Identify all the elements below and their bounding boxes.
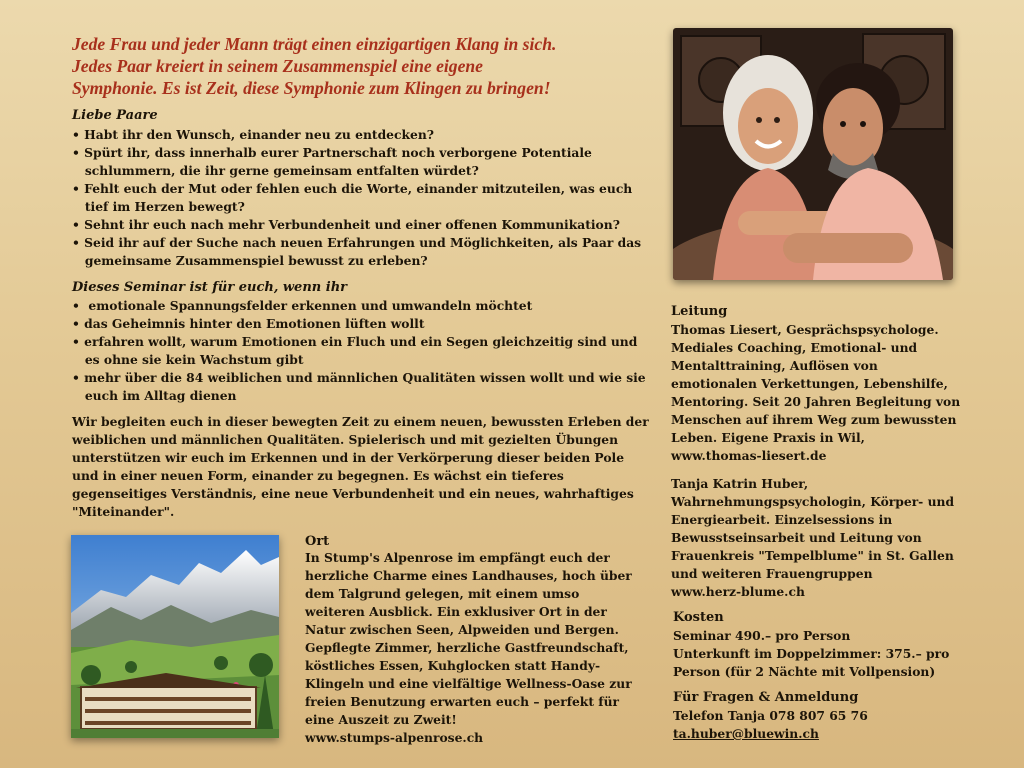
price-line: Unterkunft im Doppelzimmer: 375.– pro — [673, 646, 950, 661]
intro-line: Jede Frau und jeder Mann trägt einen einzigartigen Klang in sich. — [72, 34, 557, 54]
list-item: euch im Alltag dienen — [72, 388, 237, 403]
list-item: gemeinsame Zusammenspiel bewusst zu erleben? — [72, 253, 428, 268]
description-line: weiblichen und männlichen Qualitäten. Spielerisch und mit gezielten Übungen — [72, 432, 619, 447]
seminar-heading: Dieses Seminar ist für euch, wenn ihr — [72, 280, 347, 295]
bio-line: Energiearbeit. Einzelsessions in — [671, 512, 893, 527]
seminar-list — [72, 297, 646, 405]
kosten-heading: Kosten — [673, 610, 724, 625]
ort-line: eine Auszeit zu Zweit! — [305, 712, 457, 727]
bio-line: Thomas Liesert, Gesprächspsychologe. — [671, 322, 939, 337]
kosten-text — [673, 627, 949, 681]
ort-line: dem Talgrund gelegen, mit einem umso — [305, 586, 580, 601]
ort-line: In Stump's Alpenrose im empfängt euch der — [305, 550, 610, 565]
thomas-link[interactable]: www.thomas-liesert.de — [671, 448, 827, 463]
tanja-bio — [671, 475, 954, 601]
contact-phone[interactable]: Telefon Tanja 078 807 65 76 — [673, 708, 868, 723]
ort-text — [305, 549, 632, 747]
alpenrose-photo — [71, 535, 279, 738]
price-line: Person (für 2 Nächte mit Vollpension) — [673, 664, 936, 679]
bio-line: Mentalttraining, Auflösen von — [671, 358, 878, 373]
description-line: Wir begleiten euch in dieser bewegten Zeit zu einem neuen, bewussten Erleben der — [72, 414, 649, 429]
ort-line: Klingeln und eine vielfältige Wellness-Oase zur — [305, 676, 632, 691]
description-line: "Miteinander". — [72, 504, 175, 519]
list-item: schlummern, die ihr gerne gemeinsam entfalten würdet? — [72, 163, 479, 178]
contact-block — [673, 689, 868, 743]
contact-email[interactable]: ta.huber@bluewin.ch — [673, 726, 819, 741]
list-item: tief im Herzen bewegt? — [72, 199, 245, 214]
couple-photo — [673, 28, 953, 280]
bio-line: Wahrnehmungspsychologin, Körper- und — [671, 494, 955, 509]
leitung-heading: Leitung — [671, 304, 728, 319]
bio-line: emotionalen Verkettungen, Lebenshilfe, — [671, 376, 948, 391]
ort-heading: Ort — [305, 534, 330, 549]
bio-line: Mentoring. Seit 20 Jahren Begleitung von — [671, 394, 961, 409]
ort-line: Natur zwischen Seen, Alpweiden und Bergen. — [305, 622, 619, 637]
couples-heading: Liebe Paare — [72, 108, 158, 123]
list-item: • Spürt ihr, dass innerhalb eurer Partnerschaft noch verborgene Potentiale — [72, 145, 592, 160]
ort-link[interactable]: www.stumps-alpenrose.ch — [305, 730, 484, 745]
list-item: • Habt ihr den Wunsch, einander neu zu entdecken? — [72, 127, 434, 142]
description-paragraph — [72, 413, 649, 521]
intro-line: Symphonie. Es ist Zeit, diese Symphonie zum Klingen zu bringen! — [72, 78, 551, 98]
thomas-bio — [671, 321, 960, 465]
contact-heading: Für Fragen & Anmeldung — [673, 690, 859, 705]
ort-line: herzliche Charme eines Landhauses, hoch über — [305, 568, 632, 583]
description-line: gegenseitiges Verständnis, eine neue Verbundenheit und ein neues, wahrhaftiges — [72, 486, 634, 501]
ort-line: köstliches Essen, Kuhglocken statt Handy- — [305, 658, 601, 673]
list-item: • emotionale Spannungsfelder erkennen und umwandeln möchtet — [72, 298, 533, 313]
list-item: • erfahren wollt, warum Emotionen ein Fluch und ein Segen gleichzeitig sind und — [72, 334, 638, 349]
ort-line: Gepflegte Zimmer, herzliche Gastfreundschaft, — [305, 640, 629, 655]
list-item: • mehr über die 84 weiblichen und männlichen Qualitäten wissen wollt und wie sie — [72, 370, 646, 385]
bio-line: Mediales Coaching, Emotional- und — [671, 340, 918, 355]
bio-line: Frauenkreis "Tempelblume" in St. Gallen — [671, 548, 954, 563]
list-item: • das Geheimnis hinter den Emotionen lüften wollt — [72, 316, 425, 331]
bio-line: Bewusstseinsarbeit und Leitung von — [671, 530, 922, 545]
intro-line: Jedes Paar kreiert in seinem Zusammenspiel eine eigene — [72, 56, 483, 76]
ort-line: weiteren Ausblick. Ein exklusiver Ort in der — [305, 604, 607, 619]
description-line: und in einer neuen Form, einander zu begegnen. Es wächst ein tieferes — [72, 468, 564, 483]
intro-quote — [72, 33, 672, 99]
bio-line: Leben. Eigene Praxis in Wil, — [671, 430, 865, 445]
bio-line: und weiteren Frauengruppen — [671, 566, 873, 581]
couples-list — [72, 126, 641, 270]
bio-line: Tanja Katrin Huber, — [671, 476, 809, 491]
list-item: • Seid ihr auf der Suche nach neuen Erfahrungen und Möglichkeiten, als Paar das — [72, 235, 642, 250]
tanja-link[interactable]: www.herz-blume.ch — [671, 584, 805, 599]
list-item: • Sehnt ihr euch nach mehr Verbundenheit und einer offenen Kommunikation? — [72, 217, 620, 232]
list-item: es ohne sie kein Wachstum gibt — [72, 352, 304, 367]
price-line: Seminar 490.– pro Person — [673, 628, 851, 643]
description-line: unterstützen wir euch im Erkennen und in der Verkörperung dieser beiden Pole — [72, 450, 625, 465]
list-item: • Fehlt euch der Mut oder fehlen euch die Worte, einander mitzuteilen, was euch — [72, 181, 633, 196]
bio-line: Menschen auf ihrem Weg zum bewussten — [671, 412, 957, 427]
ort-line: freien Benutzung erwarten euch – perfekt für — [305, 694, 619, 709]
